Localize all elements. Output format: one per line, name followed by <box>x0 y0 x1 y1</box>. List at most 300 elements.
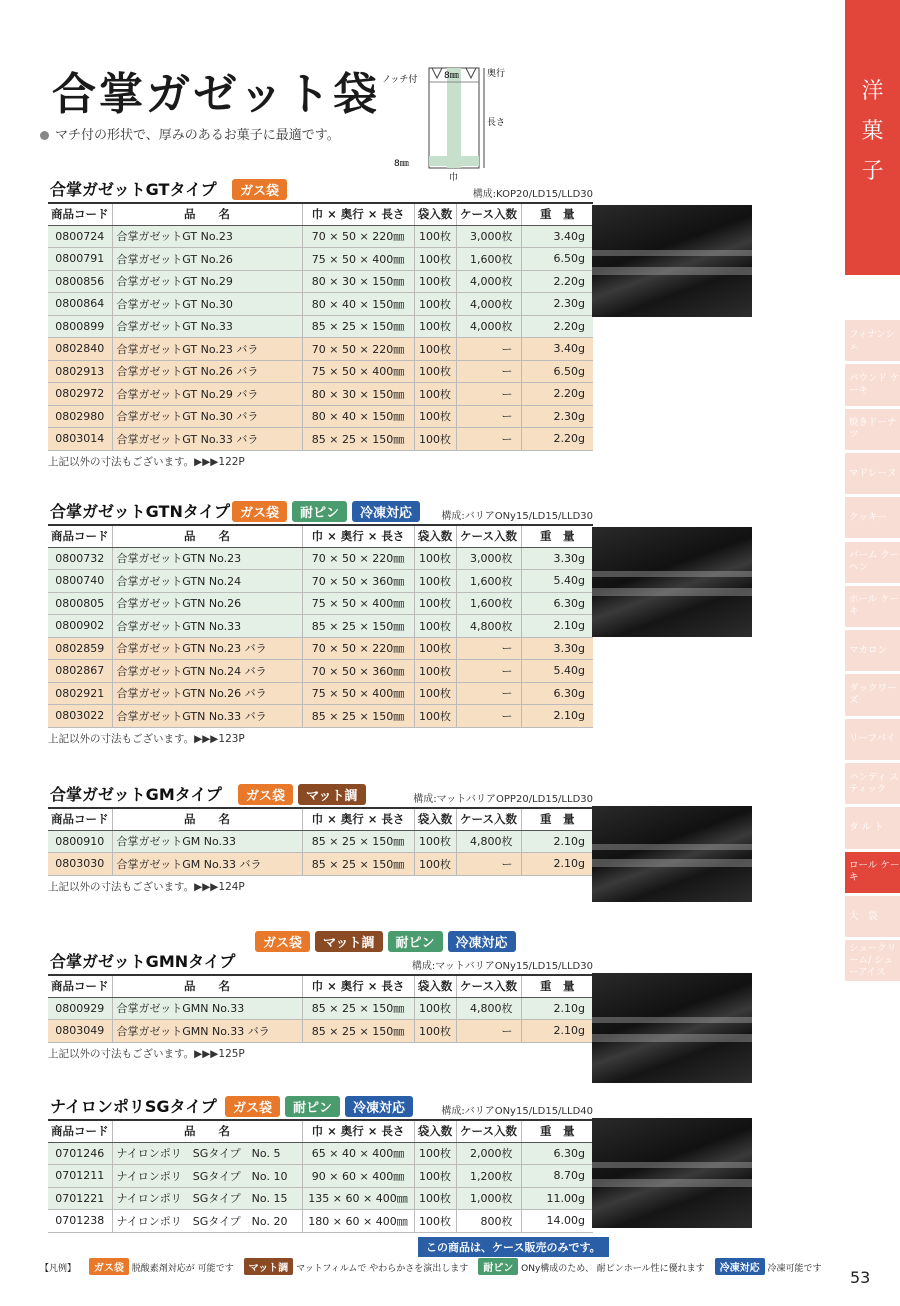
product-photo <box>592 205 752 317</box>
table-cell: 合掌ガゼットGT No.33 <box>112 315 302 338</box>
table-cell: 0803014 <box>48 428 112 451</box>
table-row <box>48 637 593 660</box>
table-cell: 合掌ガゼットGMN No.33 <box>112 997 302 1020</box>
table-cell: 合掌ガゼットGTN No.26 バラ <box>112 682 302 705</box>
category-char: 洋 <box>861 79 884 104</box>
table-cell: 100枚 <box>414 225 456 248</box>
table-cell: 0802921 <box>48 682 112 705</box>
table-cell: 2.20g <box>521 270 593 293</box>
table-cell: 100枚 <box>414 405 456 428</box>
table-cell: 合掌ガゼットGT No.29 <box>112 270 302 293</box>
table-cell: 100枚 <box>414 315 456 338</box>
product-table <box>48 974 593 1043</box>
table-cell: 100枚 <box>414 853 456 876</box>
section-title: 合掌ガゼットGTNタイプ <box>50 502 231 521</box>
table-cell: ー <box>456 637 521 660</box>
page-subtitle <box>40 124 340 143</box>
feature-badge: ガス袋 <box>238 784 293 805</box>
sidebar-item[interactable]: 焼きドーナツ <box>845 409 900 450</box>
table-cell: 75 × 50 × 400㎜ <box>302 592 414 615</box>
table-cell: 75 × 50 × 400㎜ <box>302 360 414 383</box>
column-header: 商品コード <box>48 525 112 547</box>
composition: 構成:バリアONy15/LD15/LLD30 <box>441 511 593 522</box>
table-row <box>48 660 593 683</box>
table-cell: 80 × 40 × 150㎜ <box>302 405 414 428</box>
table-cell: 1,600枚 <box>456 248 521 271</box>
table-cell: 2.20g <box>521 383 593 406</box>
feature-badge: マット調 <box>315 931 382 952</box>
table-cell: 2.20g <box>521 428 593 451</box>
table-cell: 5.40g <box>521 570 593 593</box>
table-cell: ー <box>456 428 521 451</box>
table-cell: 0802867 <box>48 660 112 683</box>
table-cell: 4,000枚 <box>456 315 521 338</box>
table-cell: 70 × 50 × 360㎜ <box>302 660 414 683</box>
table-cell: 90 × 60 × 400㎜ <box>302 1165 414 1188</box>
table-cell: 0803049 <box>48 1020 112 1043</box>
bag-diagram <box>382 60 532 185</box>
feature-badge: 耐ピン <box>285 1096 340 1117</box>
section-title: 合掌ガゼットGTタイプ <box>50 180 217 199</box>
legend-badge: 冷凍対応 <box>715 1258 765 1275</box>
table-cell: ー <box>456 660 521 683</box>
section-title: ナイロンポリSGタイプ <box>50 1097 217 1116</box>
product-photo <box>592 527 752 637</box>
table-cell: 合掌ガゼットGTN No.24 バラ <box>112 660 302 683</box>
column-header: 商品コード <box>48 1120 112 1142</box>
table-cell: 0802972 <box>48 383 112 406</box>
diagram-notch: ノッチ付 <box>382 75 418 85</box>
product-table <box>48 807 593 876</box>
composition: 構成:バリアONy15/LD15/LLD40 <box>441 1106 593 1117</box>
size-note: 上記以外の寸法もございます。▶▶▶124P <box>48 880 245 893</box>
table-cell: 0800805 <box>48 592 112 615</box>
legend-badge: ガス袋 <box>89 1258 129 1275</box>
table-cell: 6.50g <box>521 248 593 271</box>
table-cell: 2.10g <box>521 853 593 876</box>
category-char: 子 <box>861 159 884 184</box>
column-header: 重 量 <box>521 808 593 830</box>
column-header: 品 名 <box>112 975 302 997</box>
legend-label: 【凡例】 <box>40 1264 77 1274</box>
legend-item <box>478 1264 704 1274</box>
bullet-icon <box>40 131 49 140</box>
table-row <box>48 830 593 853</box>
table-cell: ナイロンポリ SGタイプ No. 10 <box>112 1165 302 1188</box>
table-cell: 100枚 <box>414 293 456 316</box>
category-tab[interactable] <box>845 0 900 275</box>
table-cell: 合掌ガゼットGTN No.23 バラ <box>112 637 302 660</box>
table-cell: 4,800枚 <box>456 830 521 853</box>
table-cell: 0800899 <box>48 315 112 338</box>
product-section <box>48 930 593 1061</box>
table-cell: 3.40g <box>521 338 593 361</box>
table-cell: 100枚 <box>414 1187 456 1210</box>
table-cell: 100枚 <box>414 547 456 570</box>
table-cell: 14.00g <box>521 1210 593 1233</box>
table-row <box>48 547 593 570</box>
size-note: 上記以外の寸法もございます。▶▶▶123P <box>48 732 245 745</box>
column-header: 重 量 <box>521 525 593 547</box>
product-section <box>48 500 593 746</box>
table-cell: 0701238 <box>48 1210 112 1233</box>
case-only-notice: この商品は、ケース販売のみです。 <box>418 1237 609 1257</box>
diagram-width: 巾 <box>449 173 459 183</box>
photo-band <box>592 588 752 596</box>
table-cell: 2.10g <box>521 1020 593 1043</box>
column-header: 巾 × 奥行 × 長さ <box>302 1120 414 1142</box>
table-cell: 合掌ガゼットGT No.23 バラ <box>112 338 302 361</box>
table-cell: 80 × 40 × 150㎜ <box>302 293 414 316</box>
table-cell: 1,000枚 <box>456 1187 521 1210</box>
table-cell: 100枚 <box>414 1142 456 1165</box>
table-cell: 85 × 25 × 150㎜ <box>302 705 414 728</box>
sidebar-item[interactable]: マカロン <box>845 630 900 671</box>
table-row <box>48 592 593 615</box>
photo-band <box>592 267 752 275</box>
table-cell: 6.50g <box>521 360 593 383</box>
column-header: 重 量 <box>521 975 593 997</box>
column-header: 商品コード <box>48 203 112 225</box>
diagram-bottom: 8㎜ <box>394 159 409 169</box>
sidebar-item[interactable]: ダックワーズ <box>845 674 900 715</box>
diagram-length: 長さ <box>487 118 506 128</box>
table-cell: 1,600枚 <box>456 570 521 593</box>
table-cell: 135 × 60 × 400㎜ <box>302 1187 414 1210</box>
table-cell: 11.00g <box>521 1187 593 1210</box>
table-row <box>48 682 593 705</box>
table-cell: 70 × 50 × 220㎜ <box>302 338 414 361</box>
table-cell: 合掌ガゼットGMN No.33 バラ <box>112 1020 302 1043</box>
table-cell: ー <box>456 853 521 876</box>
table-cell: 合掌ガゼットGTN No.33 <box>112 615 302 638</box>
table-cell: 100枚 <box>414 1020 456 1043</box>
feature-badge: ガス袋 <box>225 1096 280 1117</box>
table-row <box>48 705 593 728</box>
table-cell: ナイロンポリ SGタイプ No. 20 <box>112 1210 302 1233</box>
table-cell: 85 × 25 × 150㎜ <box>302 1020 414 1043</box>
product-photo <box>592 1118 752 1228</box>
table-cell: 800枚 <box>456 1210 521 1233</box>
table-cell: 100枚 <box>414 830 456 853</box>
column-header: 袋入数 <box>414 525 456 547</box>
subtitle-text: マチ付の形状で、厚みのあるお菓子に最適です。 <box>55 128 340 143</box>
column-header: 品 名 <box>112 525 302 547</box>
product-photo <box>592 973 752 1083</box>
column-header: 巾 × 奥行 × 長さ <box>302 525 414 547</box>
sidebar-item[interactable]: フィナンシェ <box>845 320 900 361</box>
table-row <box>48 293 593 316</box>
table-cell: 100枚 <box>414 383 456 406</box>
sidebar-item[interactable]: バーム クーヘン <box>845 542 900 583</box>
sidebar-item[interactable]: タ ル ト <box>845 807 900 848</box>
feature-badge: 耐ピン <box>292 501 347 522</box>
sidebar-item[interactable]: マドレーヌ <box>845 453 900 494</box>
sidebar-item[interactable]: 大 袋 <box>845 896 900 937</box>
column-header: 品 名 <box>112 808 302 830</box>
table-cell: 70 × 50 × 220㎜ <box>302 637 414 660</box>
table-row <box>48 1187 593 1210</box>
column-header: ケース入数 <box>456 525 521 547</box>
table-cell: ー <box>456 682 521 705</box>
legend-badge: 耐ピン <box>478 1258 518 1275</box>
table-cell: 8.70g <box>521 1165 593 1188</box>
table-cell: 100枚 <box>414 997 456 1020</box>
table-cell: 4,800枚 <box>456 997 521 1020</box>
table-cell: 4,800枚 <box>456 615 521 638</box>
table-cell: 5.40g <box>521 660 593 683</box>
photo-band <box>592 1179 752 1187</box>
table-cell: 合掌ガゼットGTN No.33 バラ <box>112 705 302 728</box>
table-cell: 合掌ガゼットGT No.23 <box>112 225 302 248</box>
size-note: 上記以外の寸法もございます。▶▶▶122P <box>48 455 245 468</box>
feature-badge: ガス袋 <box>255 931 310 952</box>
table-cell: ー <box>456 383 521 406</box>
feature-badge: 耐ピン <box>388 931 443 952</box>
table-cell: 合掌ガゼットGT No.33 バラ <box>112 428 302 451</box>
table-cell: 0800864 <box>48 293 112 316</box>
feature-badge: マット調 <box>298 784 365 805</box>
column-header: ケース入数 <box>456 203 521 225</box>
photo-band <box>592 571 752 577</box>
product-table <box>48 1119 593 1233</box>
table-cell: 0803030 <box>48 853 112 876</box>
column-header: 重 量 <box>521 203 593 225</box>
column-header: 品 名 <box>112 1120 302 1142</box>
table-cell: 0802980 <box>48 405 112 428</box>
sidebar-item[interactable]: ハンディ スティック <box>845 763 900 804</box>
table-cell: 0800910 <box>48 830 112 853</box>
table-cell: 100枚 <box>414 248 456 271</box>
legend-text: 冷凍可能です <box>767 1264 822 1274</box>
column-header: 巾 × 奥行 × 長さ <box>302 975 414 997</box>
table-cell: 100枚 <box>414 338 456 361</box>
column-header: 商品コード <box>48 975 112 997</box>
table-cell: 0800740 <box>48 570 112 593</box>
table-row <box>48 338 593 361</box>
table-cell: ー <box>456 360 521 383</box>
table-cell: 70 × 50 × 360㎜ <box>302 570 414 593</box>
legend-text: ONy構成のため、 耐ピンホール性に優れます <box>521 1264 705 1274</box>
diagram-top: 8㎜ <box>444 71 459 81</box>
table-row <box>48 997 593 1020</box>
table-cell: 0803022 <box>48 705 112 728</box>
column-header: 袋入数 <box>414 808 456 830</box>
table-cell: 2.10g <box>521 997 593 1020</box>
photo-band <box>592 859 752 867</box>
table-cell: 合掌ガゼットGT No.30 バラ <box>112 405 302 428</box>
table-row <box>48 225 593 248</box>
table-cell: 85 × 25 × 150㎜ <box>302 428 414 451</box>
table-cell: 2.10g <box>521 830 593 853</box>
size-note: 上記以外の寸法もございます。▶▶▶125P <box>48 1047 245 1060</box>
page-title: 合掌ガゼット袋 <box>52 69 381 120</box>
feature-badge: 冷凍対応 <box>345 1096 413 1117</box>
table-row <box>48 853 593 876</box>
table-cell: 合掌ガゼットGT No.30 <box>112 293 302 316</box>
legend-text: 脱酸素剤対応が 可能です <box>131 1264 234 1274</box>
column-header: 品 名 <box>112 203 302 225</box>
table-row <box>48 570 593 593</box>
feature-badge: ガス袋 <box>232 501 287 522</box>
column-header: 重 量 <box>521 1120 593 1142</box>
sidebar-item[interactable]: クッキー <box>845 497 900 538</box>
table-cell: 0800732 <box>48 547 112 570</box>
table-cell: ー <box>456 1020 521 1043</box>
legend-badge: マット調 <box>244 1258 294 1275</box>
table-cell: 85 × 25 × 150㎜ <box>302 853 414 876</box>
table-row <box>48 428 593 451</box>
table-row <box>48 248 593 271</box>
table-row <box>48 315 593 338</box>
table-cell: 2.20g <box>521 315 593 338</box>
feature-badge: 冷凍対応 <box>448 931 516 952</box>
table-cell: 0701211 <box>48 1165 112 1188</box>
table-cell: 2.10g <box>521 615 593 638</box>
column-header: 袋入数 <box>414 975 456 997</box>
table-cell: 70 × 50 × 220㎜ <box>302 225 414 248</box>
table-cell: 合掌ガゼットGM No.33 バラ <box>112 853 302 876</box>
table-cell: 100枚 <box>414 570 456 593</box>
section-title: 合掌ガゼットGMタイプ <box>50 785 222 804</box>
table-cell: 85 × 25 × 150㎜ <box>302 997 414 1020</box>
composition: 構成:マットバリアOPP20/LD15/LLD30 <box>413 794 593 805</box>
table-row <box>48 360 593 383</box>
table-cell: 3.30g <box>521 547 593 570</box>
table-row <box>48 270 593 293</box>
table-cell: 70 × 50 × 220㎜ <box>302 547 414 570</box>
table-cell: 100枚 <box>414 615 456 638</box>
table-cell: 100枚 <box>414 270 456 293</box>
legend-item <box>244 1264 469 1274</box>
table-cell: ナイロンポリ SGタイプ No. 15 <box>112 1187 302 1210</box>
table-cell: 3,000枚 <box>456 225 521 248</box>
table-cell: 80 × 30 × 150㎜ <box>302 383 414 406</box>
table-cell: 2.10g <box>521 705 593 728</box>
table-cell: 6.30g <box>521 592 593 615</box>
table-cell: 0800724 <box>48 225 112 248</box>
table-cell: 0802913 <box>48 360 112 383</box>
feature-badge: 冷凍対応 <box>352 501 420 522</box>
table-cell: 85 × 25 × 150㎜ <box>302 615 414 638</box>
table-cell: 合掌ガゼットGT No.29 バラ <box>112 383 302 406</box>
column-header: 袋入数 <box>414 203 456 225</box>
sidebar-item[interactable]: リーフパイ <box>845 719 900 760</box>
table-cell: 0800791 <box>48 248 112 271</box>
photo-band <box>592 1017 752 1023</box>
section-title: 合掌ガゼットGMNタイプ <box>50 952 236 971</box>
composition: 構成:KOP20/LD15/LLD30 <box>472 189 593 200</box>
diagram-depth: 奥行 <box>487 69 506 79</box>
column-header: 巾 × 奥行 × 長さ <box>302 203 414 225</box>
table-cell: ー <box>456 705 521 728</box>
table-cell: 100枚 <box>414 682 456 705</box>
table-cell: ー <box>456 405 521 428</box>
product-table <box>48 202 593 451</box>
column-header: ケース入数 <box>456 975 521 997</box>
table-cell: 85 × 25 × 150㎜ <box>302 830 414 853</box>
table-cell: ー <box>456 338 521 361</box>
table-cell: 180 × 60 × 400㎜ <box>302 1210 414 1233</box>
table-cell: 100枚 <box>414 660 456 683</box>
feature-badge: ガス袋 <box>232 179 287 200</box>
column-header: 商品コード <box>48 808 112 830</box>
table-cell: 1,200枚 <box>456 1165 521 1188</box>
column-header: ケース入数 <box>456 808 521 830</box>
table-cell: 3,000枚 <box>456 547 521 570</box>
table-cell: 0800902 <box>48 615 112 638</box>
table-cell: 合掌ガゼットGTN No.24 <box>112 570 302 593</box>
category-char: 菓 <box>861 119 884 144</box>
table-row <box>48 615 593 638</box>
table-cell: ナイロンポリ SGタイプ No. 5 <box>112 1142 302 1165</box>
product-section <box>48 1095 593 1233</box>
table-cell: 100枚 <box>414 1210 456 1233</box>
table-cell: 合掌ガゼットGT No.26 <box>112 248 302 271</box>
table-cell: 6.30g <box>521 682 593 705</box>
table-cell: 100枚 <box>414 592 456 615</box>
table-cell: 100枚 <box>414 705 456 728</box>
sidebar-item[interactable]: シュークリーム/ シューアイス <box>845 940 900 981</box>
table-cell: 合掌ガゼットGT No.26 バラ <box>112 360 302 383</box>
column-header: 袋入数 <box>414 1120 456 1142</box>
sidebar-item[interactable]: ロール ケーキ <box>845 852 900 893</box>
table-cell: 0800929 <box>48 997 112 1020</box>
legend <box>40 1258 822 1275</box>
table-cell: 1,600枚 <box>456 592 521 615</box>
table-cell: 3.30g <box>521 637 593 660</box>
table-cell: 85 × 25 × 150㎜ <box>302 315 414 338</box>
table-cell: 100枚 <box>414 1165 456 1188</box>
table-cell: 75 × 50 × 400㎜ <box>302 682 414 705</box>
legend-text: マットフィルムで やわらかさを演出します <box>296 1264 469 1274</box>
sidebar-item[interactable]: ホール ケーキ <box>845 586 900 627</box>
table-cell: 4,000枚 <box>456 270 521 293</box>
product-section <box>48 783 593 894</box>
table-cell: 75 × 50 × 400㎜ <box>302 248 414 271</box>
table-cell: 3.40g <box>521 225 593 248</box>
legend-item <box>89 1264 234 1274</box>
table-cell: 合掌ガゼットGTN No.23 <box>112 547 302 570</box>
table-cell: 2.30g <box>521 405 593 428</box>
table-row <box>48 405 593 428</box>
table-cell: 80 × 30 × 150㎜ <box>302 270 414 293</box>
table-cell: 0701246 <box>48 1142 112 1165</box>
table-cell: 65 × 40 × 400㎜ <box>302 1142 414 1165</box>
table-cell: 2.30g <box>521 293 593 316</box>
photo-band <box>592 250 752 256</box>
page-number: 53 <box>850 1268 871 1287</box>
table-cell: 0802840 <box>48 338 112 361</box>
table-cell: 4,000枚 <box>456 293 521 316</box>
photo-band <box>592 1162 752 1168</box>
sidebar-item[interactable]: パウンド ケーキ <box>845 364 900 405</box>
table-row <box>48 383 593 406</box>
column-header: 巾 × 奥行 × 長さ <box>302 808 414 830</box>
table-cell: 合掌ガゼットGM No.33 <box>112 830 302 853</box>
composition: 構成:マットバリアONy15/LD15/LLD30 <box>411 961 593 972</box>
table-row <box>48 1020 593 1043</box>
legend-item <box>715 1264 822 1274</box>
table-cell: 0802859 <box>48 637 112 660</box>
table-cell: 100枚 <box>414 428 456 451</box>
product-table <box>48 524 593 728</box>
table-cell: 0701221 <box>48 1187 112 1210</box>
table-cell: 100枚 <box>414 360 456 383</box>
table-cell: 100枚 <box>414 637 456 660</box>
product-photo <box>592 806 752 902</box>
table-row <box>48 1210 593 1233</box>
